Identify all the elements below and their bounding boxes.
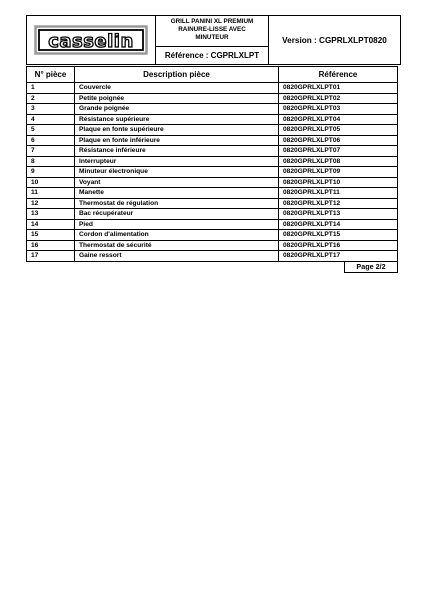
part-number-cell: 11 <box>27 188 75 199</box>
table-row <box>27 188 398 199</box>
part-reference-cell: 0820GPRLXLPT17 <box>279 251 398 262</box>
column-header-reference: Référence <box>279 67 398 83</box>
part-description-cell: Résistance supérieure <box>75 114 279 125</box>
page-number: Page 2/2 <box>344 261 398 273</box>
table-row <box>27 104 398 115</box>
title-line: GRILL PANINI XL PREMIUM <box>170 18 254 25</box>
table-row <box>27 177 398 188</box>
part-reference-cell: 0820GPRLXLPT09 <box>279 167 398 178</box>
part-number-cell: 15 <box>27 230 75 241</box>
part-description-cell: Bac récupérateur <box>75 209 279 220</box>
logo-cell <box>27 16 156 65</box>
part-number-cell: 4 <box>27 114 75 125</box>
part-reference-cell: 0820GPRLXLPT13 <box>279 209 398 220</box>
parts-table-body <box>27 83 398 262</box>
casselin-logo <box>34 25 148 55</box>
table-row <box>27 167 398 178</box>
part-description-cell: Pied <box>75 219 279 230</box>
part-description-cell: Thermostat de sécurité <box>75 240 279 251</box>
part-number-cell: 5 <box>27 125 75 136</box>
part-description-cell: Petite poignée <box>75 93 279 104</box>
part-reference-cell: 0820GPRLXLPT14 <box>279 219 398 230</box>
part-description-cell: Thermostat de régulation <box>75 198 279 209</box>
logo-text: casselin <box>48 31 134 52</box>
document-title <box>156 16 268 47</box>
part-number-cell: 10 <box>27 177 75 188</box>
part-description-cell: Résistance inférieure <box>75 146 279 157</box>
part-reference-cell: 0820GPRLXLPT06 <box>279 135 398 146</box>
part-description-cell: Interrupteur <box>75 156 279 167</box>
part-number-cell: 17 <box>27 251 75 262</box>
part-reference-cell: 0820GPRLXLPT12 <box>279 198 398 209</box>
table-row <box>27 135 398 146</box>
table-row <box>27 219 398 230</box>
part-description-cell: Minuteur électronique <box>75 167 279 178</box>
document-header <box>26 15 401 65</box>
part-number-cell: 9 <box>27 167 75 178</box>
title-line: RAINURE-LISSE AVEC <box>178 26 246 33</box>
part-description-cell: Gaine ressort <box>75 251 279 262</box>
title-cell <box>156 16 269 65</box>
part-number-cell: 7 <box>27 146 75 157</box>
part-number-cell: 3 <box>27 104 75 115</box>
part-description-cell: Voyant <box>75 177 279 188</box>
part-reference-cell: 0820GPRLXLPT16 <box>279 240 398 251</box>
title-line: MINUTEUR <box>195 34 229 41</box>
part-reference-cell: 0820GPRLXLPT02 <box>279 93 398 104</box>
part-number-cell: 6 <box>27 135 75 146</box>
parts-table <box>26 66 398 262</box>
table-header-row <box>27 67 398 83</box>
table-row <box>27 209 398 220</box>
table-row <box>27 230 398 241</box>
part-description-cell: Couvercle <box>75 83 279 94</box>
part-reference-cell: 0820GPRLXLPT15 <box>279 230 398 241</box>
part-number-cell: 1 <box>27 83 75 94</box>
table-row <box>27 83 398 94</box>
column-header-number: N° pièce <box>27 67 75 83</box>
part-reference-cell: 0820GPRLXLPT07 <box>279 146 398 157</box>
table-row <box>27 125 398 136</box>
part-number-cell: 16 <box>27 240 75 251</box>
table-row <box>27 93 398 104</box>
table-row <box>27 198 398 209</box>
part-number-cell: 12 <box>27 198 75 209</box>
part-number-cell: 8 <box>27 156 75 167</box>
column-header-description: Description pièce <box>75 67 279 83</box>
version-label: Version : CGPRLXLPT0820 <box>282 35 387 45</box>
table-row <box>27 114 398 125</box>
version-cell <box>269 16 401 65</box>
part-description-cell: Plaque en fonte inférieure <box>75 135 279 146</box>
part-reference-cell: 0820GPRLXLPT03 <box>279 104 398 115</box>
part-reference-cell: 0820GPRLXLPT05 <box>279 125 398 136</box>
table-row <box>27 240 398 251</box>
part-description-cell: Grande poignée <box>75 104 279 115</box>
part-number-cell: 14 <box>27 219 75 230</box>
part-reference-cell: 0820GPRLXLPT11 <box>279 188 398 199</box>
part-reference-cell: 0820GPRLXLPT04 <box>279 114 398 125</box>
part-number-cell: 13 <box>27 209 75 220</box>
product-reference: Référence : CGPRLXLPT <box>164 51 260 60</box>
part-description-cell: Plaque en fonte supérieure <box>75 125 279 136</box>
part-reference-cell: 0820GPRLXLPT08 <box>279 156 398 167</box>
part-description-cell: Cordon d'alimentation <box>75 230 279 241</box>
part-description-cell: Manette <box>75 188 279 199</box>
table-row <box>27 146 398 157</box>
part-reference-cell: 0820GPRLXLPT10 <box>279 177 398 188</box>
table-row <box>27 251 398 262</box>
part-number-cell: 2 <box>27 93 75 104</box>
part-reference-cell: 0820GPRLXLPT01 <box>279 83 398 94</box>
table-row <box>27 156 398 167</box>
